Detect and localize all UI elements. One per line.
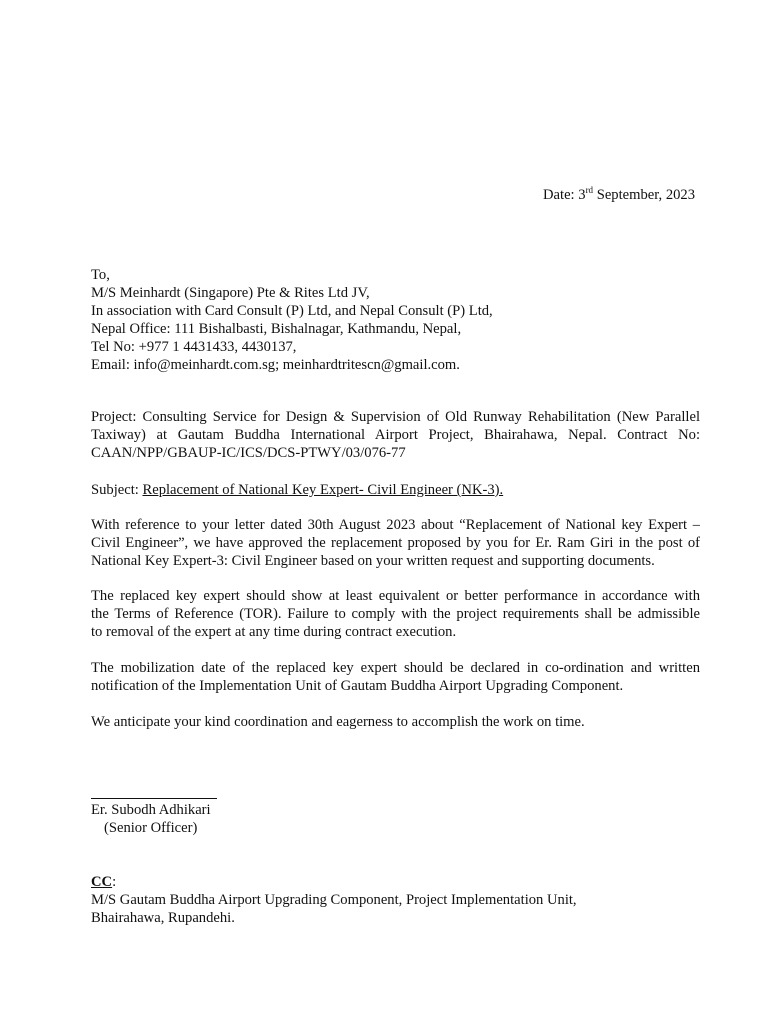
paragraph-performance	[91, 587, 700, 642]
paragraph-line: Civil Engineer”, we have approved the replacement proposed by you for Er. Ram Giri in the post of	[91, 535, 700, 552]
paragraph-line: notification of the Implementation Unit of Gautam Buddha Airport Upgrading Component.	[91, 678, 624, 695]
signatory-name: Er. Subodh Adhikari	[91, 802, 211, 818]
paragraph-approval	[91, 516, 700, 571]
paragraph-line: to removal of the expert at any time during contract execution.	[91, 624, 457, 641]
signatory-title: (Senior Officer)	[104, 820, 198, 836]
recipient-name: M/S Meinhardt (Singapore) Pte & Rites Ltd JV,	[91, 285, 370, 301]
paragraph-mobilization	[91, 659, 700, 695]
signature-line	[91, 798, 217, 799]
paragraph-closing: We anticipate your kind coordination and eagerness to accomplish the work on time.	[91, 714, 585, 730]
recipient-office-address: Nepal Office: 111 Bishalbasti, Bishalnagar, Kathmandu, Nepal,	[91, 321, 462, 337]
salutation-to: To,	[91, 267, 110, 283]
cc-heading: CC:	[91, 874, 117, 890]
project-line: Project: Consulting Service for Design & Supervision of Old Runway Rehabilitation (New Parallel	[91, 409, 700, 425]
paragraph-line: The mobilization date of the replaced key expert should be declared in co-ordination and written	[91, 660, 700, 676]
letter-subject: Subject: Replacement of National Key Expert- Civil Engineer (NK-3).	[91, 482, 504, 498]
paragraph-line: National Key Expert-3: Civil Engineer based on your written request and supporting documents.	[91, 553, 655, 570]
project-description	[91, 408, 700, 463]
project-line: Taxiway) at Gautam Buddha International Airport Project, Bhairahawa, Nepal. Contract No:	[91, 427, 700, 444]
paragraph-line: The replaced key expert should show at least equivalent or better performance in accordance with	[91, 588, 700, 604]
cc-recipient: M/S Gautam Buddha Airport Upgrading Component, Project Implementation Unit,	[91, 892, 577, 908]
recipient-telephone: Tel No: +977 1 4431433, 4430137,	[91, 339, 297, 355]
recipient-association: In association with Card Consult (P) Ltd, and Nepal Consult (P) Ltd,	[91, 303, 493, 319]
cc-recipient-location: Bhairahawa, Rupandehi.	[91, 910, 235, 926]
project-contract-number: CAAN/NPP/GBAUP-IC/ICS/DCS-PTWY/03/076-77	[91, 445, 406, 462]
letter-date: Date: 3rd September, 2023	[543, 185, 696, 203]
recipient-email: Email: info@meinhardt.com.sg; meinhardtritescn@gmail.com.	[91, 357, 460, 373]
paragraph-line: With reference to your letter dated 30th August 2023 about “Replacement of National key Expert –	[91, 517, 700, 533]
paragraph-line: the Terms of Reference (TOR). Failure to comply with the project requirements shall be admissible	[91, 606, 700, 623]
subject-text: Replacement of National Key Expert- Civil Engineer (NK-3).	[142, 482, 504, 498]
